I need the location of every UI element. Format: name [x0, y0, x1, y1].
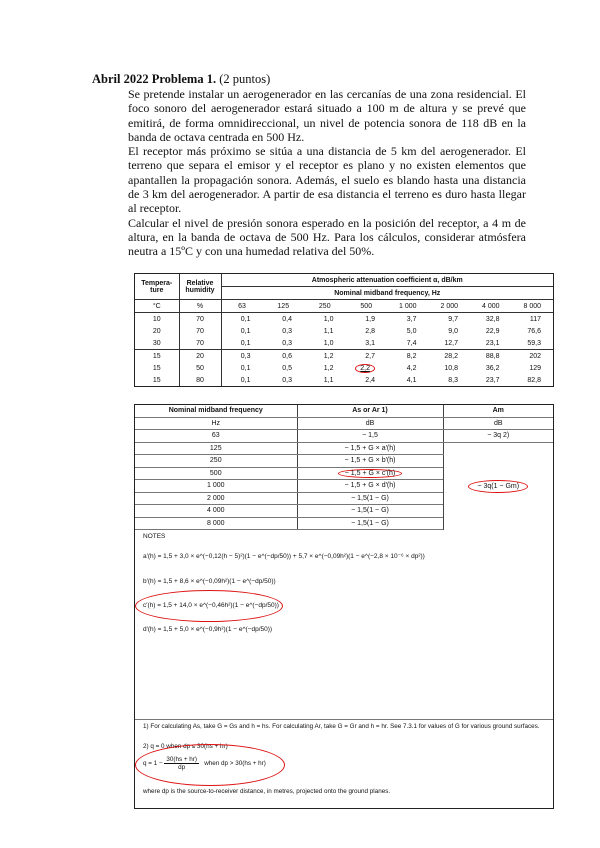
formula-c: c′(h) = 1,5 + 14,0 × e^(−0,46h²)(1 − e^(−dp/50)): [143, 602, 279, 609]
as-ar-cell: − 1,5: [297, 430, 443, 443]
temperature-cell: 15: [152, 376, 161, 384]
as-ar-cell: − 1,5(1 − G): [297, 505, 443, 518]
frequency-cell: 2 000: [135, 492, 297, 505]
notes-title: NOTES: [143, 533, 166, 540]
coefficient-cell: 32,8: [485, 315, 500, 323]
frequency-col-5: 2 000: [429, 300, 471, 313]
coefficient-cell: 129: [529, 364, 541, 372]
coefficient-cell: 3,7: [406, 315, 417, 323]
humidity-cell: 70: [179, 313, 221, 326]
formula-c-highlight: [135, 590, 283, 622]
coefficient-cell: 0,3: [282, 376, 292, 384]
frequency-col-6: 4 000: [470, 300, 512, 313]
coefficient-cell: 10,8: [444, 364, 458, 372]
coefficient-cell: 36,2: [485, 364, 500, 372]
coefficient-cell: 4,1: [406, 376, 417, 384]
coefficient-cell: 9,0: [448, 327, 458, 335]
coefficient-cell: 202: [512, 350, 554, 363]
coefficient-cell: 0,4: [282, 315, 292, 323]
as-ar-cell: [297, 467, 443, 480]
q-numerator: 30(hs + hr): [166, 756, 197, 763]
coefficient-cell: 9,7: [448, 315, 458, 323]
coefficient-cell: 1,0: [323, 315, 334, 323]
am-col-header: Am: [443, 405, 553, 417]
q-denominator: dp: [178, 764, 186, 771]
humidity-cell: 50: [179, 362, 221, 374]
coefficient-cell: 0,1: [221, 337, 263, 350]
formula-d: d′(h) = 1,5 + 5,0 × e^(−0,9h²)(1 − e^(−dp/50)): [143, 626, 273, 633]
frequency-col-4: 1 000: [387, 300, 429, 313]
coefficient-cell: 8,3: [448, 376, 458, 384]
temperature-cell: 30: [152, 339, 161, 347]
as-ar-cell: − 1,5 + G × a′(h): [297, 442, 443, 455]
frequency-cell: 8 000: [135, 517, 297, 530]
as-ar-cell: − 1,5(1 − G): [297, 517, 443, 530]
frequency-cell: 500: [135, 467, 297, 480]
table-row: [135, 350, 553, 363]
footnote-2: 2) q = 0 when dp ≤ 30(hs + hr): [143, 743, 228, 750]
coefficient-cell: 0,1: [221, 374, 263, 386]
highlighted-as-ar: − 1,5 + G × c′(h): [338, 469, 403, 478]
formula-b: b′(h) = 1,5 + 8,6 × e^(−0,09h²)(1 − e^(−dp/50)): [143, 578, 276, 585]
coefficient-cell: 2,4: [365, 376, 375, 384]
problem-title: Abril 2022 Problema 1.: [92, 72, 217, 86]
paragraph-2: El receptor más próximo se sitúa a una distancia de 5 km del aerogenerador. El terreno que separa el emisor y el receptor es plano y no existen elementos que apantallen la propagación sonora. Además, el suelo es blando hasta una distancia de 3 km del aerogenerador. A partir de esa distancia el terreno es duro hasta llegar al receptor.: [128, 144, 526, 216]
coefficient-cell: 22,9: [485, 327, 500, 335]
coefficient-cell: 1,1: [323, 327, 334, 335]
coefficient-cell: 23,7: [485, 376, 500, 384]
coefficient-cell: 82,8: [527, 376, 541, 384]
coefficient-cell: 0,3: [221, 350, 263, 363]
coefficient-cell: 23,1: [485, 339, 500, 347]
ground-attenuation-table: [134, 404, 554, 809]
coefficient-cell: 0,1: [221, 313, 263, 326]
coefficient-cell: 4,2: [406, 364, 417, 372]
paragraph-1: Se pretende instalar un aerogenerador en las cercanías de una zona residencial. El foco sonoro del aerogenerador estará situado a 100 m de altura y se prevé que emitirá, de forma omnidireccional, un nivel de potencia sonora de 118 dB en la banda de octava centrada en 500 Hz.: [128, 87, 526, 144]
frequency-col-7: 8 000: [512, 300, 554, 313]
coefficient-cell: 76,6: [527, 327, 541, 335]
coefficient-cell: 3,1: [365, 339, 375, 347]
q-condition: when dp > 30(hs + hr): [204, 760, 266, 768]
coefficient-cell: [346, 362, 388, 374]
temperature-cell: 15: [152, 364, 161, 372]
coefficient-cell: 7,4: [406, 339, 417, 347]
frequency-col-header: Nominal midband frequency: [135, 405, 297, 417]
as-ar-cell: − 1,5(1 − G): [297, 492, 443, 505]
frequency-col-unit: Hz: [135, 417, 297, 430]
frequency-col-3: 500: [346, 300, 388, 313]
coefficient-cell: 0,5: [282, 364, 292, 372]
am-rest-cell: [443, 442, 553, 530]
temperature-cell: 10: [152, 315, 161, 323]
humidity-cell: 20: [179, 350, 221, 363]
highlighted-coefficient: 2,2: [355, 364, 375, 373]
as-ar-col-header: As or Ar 1): [297, 405, 443, 417]
coefficient-cell: 0,3: [282, 339, 292, 347]
frequency-cell: 125: [135, 442, 297, 455]
coefficient-cell: 12,7: [444, 339, 458, 347]
table-row: [135, 362, 553, 374]
coefficient-cell: 88,8: [470, 350, 512, 363]
footnote-3: where dp is the source-to-receiver distance, in metres, projected onto the ground planes.: [143, 788, 391, 795]
q-formula-highlight: [135, 744, 285, 786]
table-row: [135, 442, 553, 455]
highlighted-am: − 3q(1 − Gm): [468, 480, 528, 493]
coefficient-cell: 5,0: [406, 327, 417, 335]
coefficient-cell: 2,7: [346, 350, 388, 363]
humidity-unit: %: [179, 300, 221, 313]
paragraph-3: Calcular el nivel de presión sonora esperado en la posición del receptor, a 4 m de altura, en la banda de octava de 500 Hz. Para los cálculos, considerar atmósfera neutra a 15ºC y con una humedad relativa del 50%.: [128, 215, 526, 259]
coefficient-cell: 2,8: [365, 327, 375, 335]
attenuation-coefficient-table: [134, 273, 554, 387]
coefficient-cell: 0,6: [263, 350, 305, 363]
table-row: [135, 325, 553, 337]
coefficient-cell: 1,2: [323, 364, 334, 372]
as-ar-col-unit: dB: [297, 417, 443, 430]
coefficient-cell: 117: [529, 315, 541, 323]
table-row: [135, 374, 553, 386]
coefficient-header: Atmospheric attenuation coefficient α, dB/km: [221, 274, 553, 287]
humidity-header: Relative humidity: [179, 274, 221, 300]
frequency-col-2: 250: [304, 300, 346, 313]
temperature-cell: 15: [135, 350, 179, 363]
q-formula-left: q = 1 −: [143, 760, 163, 768]
coefficient-cell: 0,3: [282, 327, 292, 335]
frequency-cell: 63: [135, 430, 297, 443]
coefficient-cell: 1,9: [365, 315, 375, 323]
coefficient-cell: 0,1: [221, 362, 263, 374]
footnote-1: 1) For calculating As, take G = Gs and h = hs. For calculating Ar, take G = Gr and h = hr. See 7.3.1 for values of G for various ground surfaces.: [143, 723, 540, 730]
frequency-cell: 4 000: [135, 505, 297, 518]
table-row: [135, 313, 553, 326]
coefficient-cell: 28,2: [429, 350, 471, 363]
coefficient-cell: 8,2: [387, 350, 429, 363]
am-col-unit: dB: [443, 417, 553, 430]
table-row: [135, 430, 553, 443]
formula-a: a′(h) = 1,5 + 3,0 × e^(−0,12(h − 5)²)(1 − e^(−dp/50)) + 5,7 × e^(−0,09h²)(1 − e^(−2,8 × 10⁻⁶ × dp²)): [143, 553, 425, 560]
humidity-cell: 70: [179, 337, 221, 350]
humidity-cell: 70: [179, 325, 221, 337]
coefficient-cell: 1,1: [323, 376, 334, 384]
frequency-header: Nominal midband frequency, Hz: [221, 287, 553, 300]
frequency-cell: 1 000: [135, 480, 297, 493]
frequency-cell: 250: [135, 455, 297, 468]
coefficient-cell: 1,2: [304, 350, 346, 363]
coefficient-cell: 59,3: [527, 339, 541, 347]
temperature-header: Tempera-ture: [135, 274, 179, 300]
problem-points: (2 puntos): [219, 72, 271, 86]
problem-heading: [92, 72, 270, 87]
table-row: [135, 337, 553, 350]
footnotes-section: [135, 720, 553, 808]
coefficient-cell: 0,1: [221, 325, 263, 337]
humidity-cell: 80: [179, 374, 221, 386]
frequency-col-1: 125: [263, 300, 305, 313]
temperature-unit: °C: [135, 300, 179, 313]
notes-section: [135, 530, 553, 720]
problem-statement: [128, 87, 526, 259]
as-ar-cell: − 1,5 + G × b′(h): [297, 455, 443, 468]
temperature-cell: 20: [152, 327, 161, 335]
frequency-col-0: 63: [221, 300, 263, 313]
coefficient-cell: 1,0: [323, 339, 334, 347]
am-63-cell: − 3q 2): [443, 430, 553, 443]
as-ar-cell: − 1,5 + G × d′(h): [297, 480, 443, 493]
